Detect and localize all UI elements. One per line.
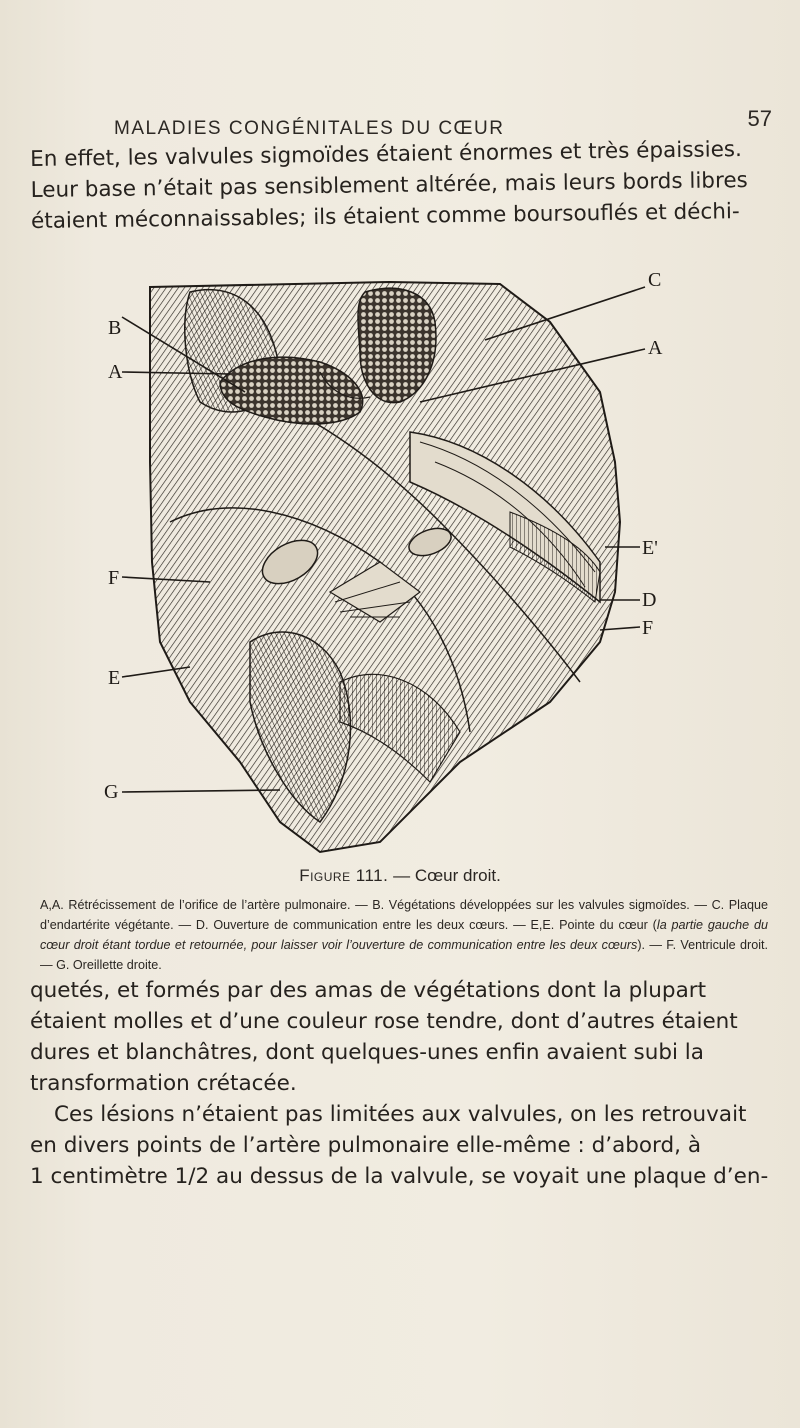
- figure-label-C: C: [648, 269, 662, 291]
- text-line: quetés, et formés par des amas de végétations dont la plupart: [30, 978, 707, 1003]
- caption-separator: —: [393, 866, 411, 885]
- figure-label-F-right: F: [642, 617, 654, 639]
- figure-title: Cœur droit.: [414, 866, 501, 885]
- running-head: MALADIES CONGÉNITALES DU CŒUR: [114, 118, 505, 139]
- legend-italic: la partie gauche du cœur droit étant tordue et retournée, pour laisser voir l’ouverture de communication entre les deux cœurs: [40, 918, 768, 952]
- leader-line-F-right: [600, 627, 640, 630]
- figure-label-F-left: F: [108, 567, 120, 589]
- figure-label-E-right: E': [642, 537, 658, 559]
- figure-caption: [0, 866, 800, 886]
- legend-text-end: ). — F. Ventricule droit. — G. Oreillette droite.: [40, 938, 768, 972]
- legend-text: A,A. Rétrécissement de l’orifice de l’artère pulmonaire. — B. Végétations développées sur les valvules sigmoïdes. — C. Plaque d’endartérite végétante. — D. Ouverture de communication entre les deux cœurs. — E,E. Pointe du cœur (: [40, 898, 768, 932]
- figure-legend: [40, 895, 768, 975]
- heart-illustration: [80, 262, 720, 862]
- page-number: 57: [747, 106, 772, 131]
- text-line: En effet, les valvules sigmoïdes étaient énormes et très épaissies.: [30, 137, 743, 172]
- text-line: Ces lésions n’étaient pas limitées aux valvules, on les retrouvait: [54, 1102, 747, 1127]
- paragraph-bottom: [30, 975, 778, 1192]
- text-line: en divers points de l’artère pulmonaire elle-même : d’abord, à: [30, 1133, 701, 1158]
- figure-label-A-right: A: [648, 337, 663, 359]
- figure-label-G: G: [104, 781, 119, 803]
- paragraph-top: [30, 134, 776, 237]
- text-line: étaient méconnaissables; ils étaient comme boursouflés et déchi-: [30, 199, 740, 234]
- leader-line-G: [122, 790, 280, 792]
- text-line: dures et blanchâtres, dont quelques-unes enfin avaient subi la: [30, 1040, 704, 1065]
- figure-label-B: B: [108, 317, 122, 339]
- figure-number: Figure 111.: [299, 866, 389, 885]
- figure-label-A-left: A: [108, 361, 123, 383]
- figure-label-D: D: [642, 589, 657, 611]
- text-line: 1 centimètre 1/2 au dessus de la valvule, se voyait une plaque d’en-: [30, 1164, 769, 1189]
- text-line: étaient molles et d’une couleur rose tendre, dont d’autres étaient: [30, 1009, 738, 1034]
- text-line: Leur base n’était pas sensiblement altérée, mais leurs bords libres: [30, 167, 748, 203]
- figure-label-E-left: E: [108, 667, 121, 689]
- text-line: transformation crétacée.: [30, 1071, 297, 1096]
